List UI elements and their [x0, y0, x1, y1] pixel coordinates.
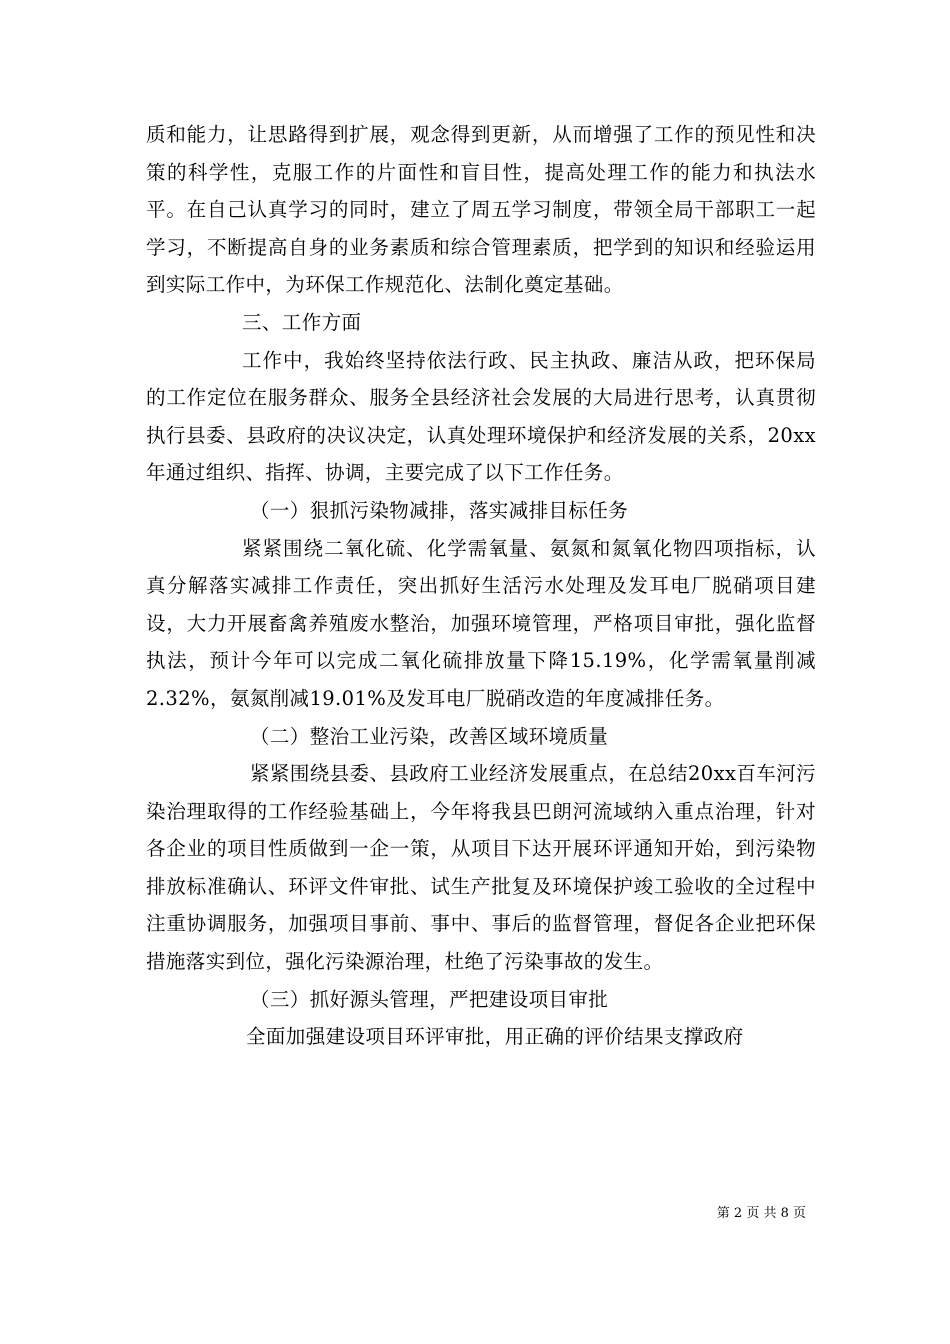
- subheading-3: （三）抓好源头管理，严把建设项目审批: [250, 987, 609, 1011]
- paragraph-3: 紧紧围绕二氧化硫、化学需氧量、氨氮和氮氧化物四项指标，认真分解落实减排工作责任，突出抓好生活污水处理及发耳电厂脱硝项目建设，大力开展畜禽养殖废水整治，加强环境管理，严格项目审批，强化监督执法，预计今年可以完成二氧化硫排放量下降15.19%，化学需氧量削减2.32%，氨氮削减19.01%及发耳电厂脱硝改造的年度减排任务。: [146, 536, 816, 710]
- paragraph-5: 全面加强建设项目环评审批，用正确的评价结果支撑政府: [246, 1025, 744, 1049]
- section-heading-3: 三、工作方面: [242, 310, 362, 334]
- paragraph-2: 工作中，我始终坚持依法行政、民主执政、廉洁从政，把环保局的工作定位在服务群众、服务全县经济社会发展的大局进行思考，认真贯彻执行县委、县政府的决议决定，认真处理环境保护和经济发展的关系，20xx年通过组织、指挥、协调，主要完成了以下工作任务。: [146, 348, 816, 485]
- document-body: [146, 116, 816, 1056]
- page-number: 第 2 页 共 8 页: [716, 1206, 806, 1221]
- subheading-1: （一）狠抓污染物减排，落实减排目标任务: [250, 498, 629, 522]
- subheading-2: （二）整治工业污染，改善区域环境质量: [250, 724, 609, 748]
- paragraph-1: 质和能力，让思路得到扩展，观念得到更新，从而增强了工作的预见性和决策的科学性，克服工作的片面性和盲目性，提高处理工作的能力和执法水平。在自己认真学习的同时，建立了周五学习制度，带领全局干部职工一起学习，不断提高自身的业务素质和综合管理素质，把学到的知识和经验运用到实际工作中，为环保工作规范化、法制化奠定基础。: [146, 123, 816, 297]
- paragraph-4: 紧紧围绕县委、县政府工业经济发展重点，在总结20xx百车河污染治理取得的工作经验基础上，今年将我县巴朗河流域纳入重点治理，针对各企业的项目性质做到一企一策，从项目下达开展环评通知开始，到污染物排放标准确认、环评文件审批、试生产批复及环境保护竣工验收的全过程中注重协调服务，加强项目事前、事中、事后的监督管理，督促各企业把环保措施落实到位，强化污染源治理，杜绝了污染事故的发生。: [146, 762, 816, 974]
